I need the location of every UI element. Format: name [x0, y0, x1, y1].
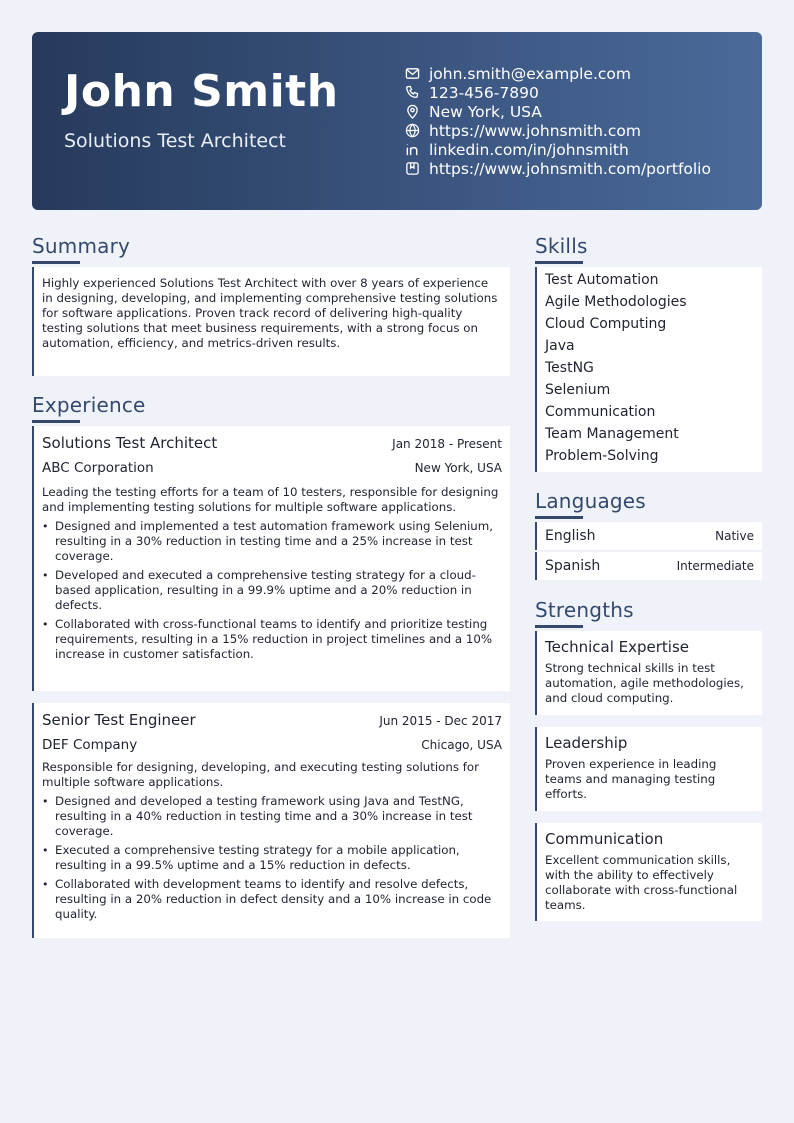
strength-card	[535, 823, 762, 921]
skill-item: Team Management	[545, 426, 679, 442]
candidate-name: John Smith	[64, 66, 339, 117]
achievement-item: • Collaborated with development teams to identify and resolve defects, resulting in a 20% reduction in defect density and a 10% increase in code quality.	[42, 877, 502, 922]
achievement-item: • Designed and implemented a test automation framework using Selenium, resulting in a 30% reduction in testing time and a 25% increase in test coverage.	[42, 519, 502, 564]
strength-title: Technical Expertise	[545, 638, 690, 656]
contact-phone[interactable]	[405, 83, 711, 102]
resume-header	[32, 32, 762, 210]
job-title: Solutions Test Architect	[42, 434, 218, 452]
language-level: Intermediate	[676, 559, 754, 573]
strength-description: Excellent communication skills, with the ability to effectively collaborate with cross-functional teams.	[545, 853, 738, 912]
contact-email-text: john.smith@example.com	[429, 64, 631, 83]
linkedin-icon	[405, 142, 429, 157]
contact-portfolio[interactable]	[405, 159, 711, 178]
contact-list	[405, 64, 711, 178]
job-location: New York, USA	[414, 461, 502, 475]
strengths-heading: Strengths	[535, 598, 634, 622]
language-name: English	[545, 528, 596, 544]
achievement-item: • Designed and developed a testing framework using Java and TestNG, resulting in a 40% reduction in testing time and a 30% increase in test coverage.	[42, 794, 502, 839]
portfolio-icon	[405, 161, 429, 176]
skill-item: TestNG	[545, 360, 594, 376]
achievement-item: • Developed and executed a comprehensive testing strategy for a cloud-based application, resulting in a 99.9% uptime and a 20% reduction in defects.	[42, 568, 502, 613]
job-card	[32, 426, 510, 691]
skills-heading-underline	[535, 261, 583, 264]
job-achievements	[42, 794, 502, 922]
job-location: Chicago, USA	[421, 738, 502, 752]
language-name: Spanish	[545, 558, 601, 574]
strength-description: Proven experience in leading teams and managing testing efforts.	[545, 757, 717, 801]
language-item	[535, 522, 762, 550]
languages-heading-underline	[535, 516, 583, 519]
strength-card	[535, 727, 762, 811]
achievement-item: • Executed a comprehensive testing strategy for a mobile application, resulting in a 99.5% uptime and a 15% reduction in defects.	[42, 843, 502, 873]
job-description: Responsible for designing, developing, and executing testing solutions for multiple software applications.	[42, 760, 479, 789]
skills-heading: Skills	[535, 234, 588, 258]
skill-item: Communication	[545, 404, 656, 420]
summary-text: Highly experienced Solutions Test Architect with over 8 years of experience in designing, developing, and implementing comprehensive testing solutions for software applications. Proven track record of delivering high-quality testing solutions that meet business requirements, with a strong focus on automation, efficiency, and metrics-driven results.	[42, 276, 498, 350]
skill-item: Agile Methodologies	[545, 294, 687, 310]
job-company: DEF Company	[42, 737, 138, 753]
candidate-role: Solutions Test Architect	[64, 130, 286, 152]
job-company: ABC Corporation	[42, 460, 154, 476]
phone-icon	[405, 85, 429, 100]
skill-item: Test Automation	[545, 272, 659, 288]
language-level: Native	[715, 529, 754, 543]
skills-card	[535, 267, 762, 472]
summary-heading: Summary	[32, 234, 131, 258]
contact-website[interactable]	[405, 121, 711, 140]
job-achievements	[42, 519, 502, 662]
job-title: Senior Test Engineer	[42, 711, 196, 729]
job-description: Leading the testing efforts for a team of 10 testers, responsible for designing and implementing testing solutions for multiple software applications.	[42, 485, 499, 514]
summary-card	[32, 267, 510, 376]
location-icon	[405, 104, 429, 119]
mail-icon	[405, 66, 429, 81]
contact-email[interactable]	[405, 64, 711, 83]
contact-linkedin-text: linkedin.com/in/johnsmith	[429, 140, 629, 159]
summary-heading-underline	[32, 261, 80, 264]
skill-item: Problem-Solving	[545, 448, 659, 464]
strengths-heading-underline	[535, 625, 583, 628]
contact-phone-text: 123-456-7890	[429, 83, 539, 102]
job-dates: Jan 2018 - Present	[392, 437, 502, 451]
globe-icon	[405, 123, 429, 138]
skill-item: Java	[545, 338, 575, 354]
skill-item: Cloud Computing	[545, 316, 667, 332]
strength-title: Leadership	[545, 734, 628, 752]
experience-heading: Experience	[32, 393, 146, 417]
languages-heading: Languages	[535, 489, 646, 513]
contact-location-text: New York, USA	[429, 102, 542, 121]
skill-item: Selenium	[545, 382, 611, 398]
strength-description: Strong technical skills in test automation, agile methodologies, and cloud computing.	[545, 661, 744, 705]
strength-card	[535, 631, 762, 715]
achievement-item: • Collaborated with cross-functional teams to identify and prioritize testing requirements, resulting in a 15% reduction in project timelines and a 10% increase in customer satisfaction.	[42, 617, 502, 662]
experience-heading-underline	[32, 420, 80, 423]
contact-portfolio-text: https://www.johnsmith.com/portfolio	[429, 159, 711, 178]
strength-title: Communication	[545, 830, 664, 848]
contact-linkedin[interactable]	[405, 140, 711, 159]
job-card	[32, 703, 510, 938]
language-item	[535, 552, 762, 580]
contact-website-text: https://www.johnsmith.com	[429, 121, 641, 140]
contact-location	[405, 102, 711, 121]
job-dates: Jun 2015 - Dec 2017	[379, 714, 502, 728]
